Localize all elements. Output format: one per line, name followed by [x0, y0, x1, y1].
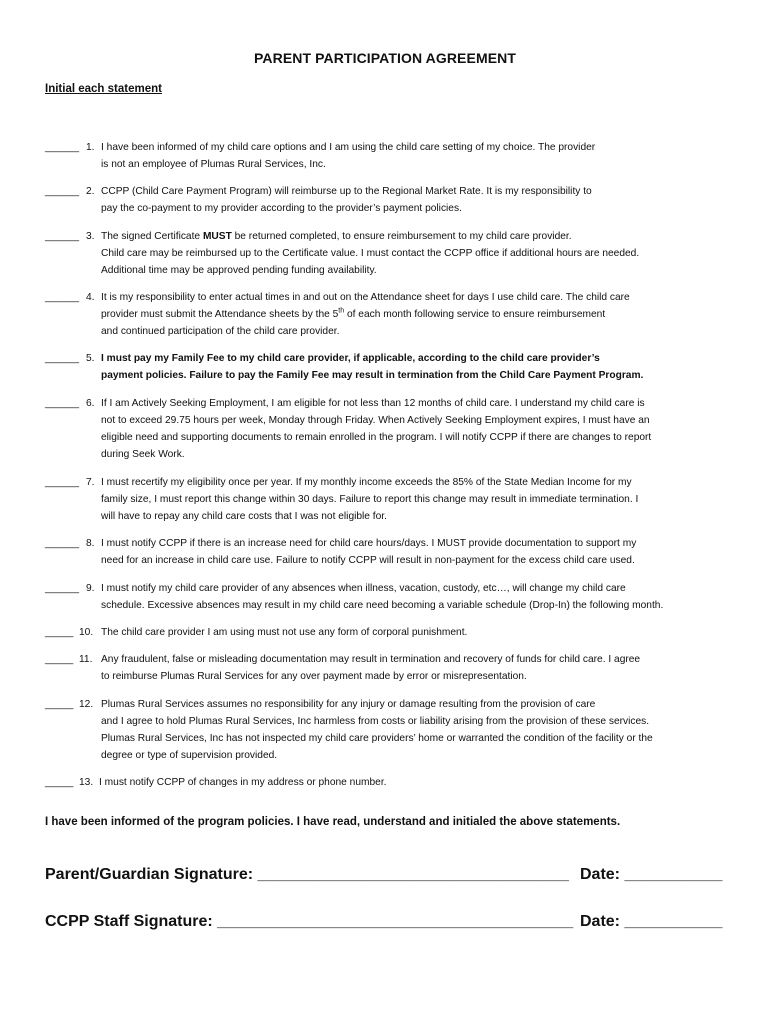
statement-number: 5. — [86, 353, 95, 364]
statement-line: need for an increase in child care use. Failure to notify CCPP will result in non-payment for the excess child care used. — [101, 555, 635, 566]
statement-number: 2. — [86, 186, 95, 197]
staff-signature-line[interactable]: CCPP Staff Signature: ________________________________________ — [45, 913, 574, 930]
statement-number: 8. — [86, 538, 95, 549]
statement-number: 10. — [79, 627, 94, 638]
statement-number: 7. — [86, 477, 95, 488]
statement-line: degree or type of supervision provided. — [101, 750, 278, 761]
statement-line: eligible need and supporting documents to remain enrolled in the program. I will notify CCPP if there are changes to report — [101, 432, 652, 443]
initial-blank-4[interactable]: ______ — [45, 292, 79, 303]
text-run: of each month following service to ensure reimbursement — [344, 309, 606, 320]
parent-date-line[interactable]: Date: ___________ — [580, 866, 723, 883]
statement-line: and I agree to hold Plumas Rural Services, Inc harmless from costs or liability arising from the provision of these services. — [101, 716, 650, 727]
statement-line: Additional time may be approved pending funding availability. — [101, 265, 377, 276]
staff-date-line[interactable]: Date: ___________ — [580, 913, 723, 930]
emphasis-must: MUST — [202, 231, 232, 242]
statement-number: 12. — [79, 699, 94, 710]
statement-line: I must pay my Family Fee to my child care provider, if applicable, according to the child care provider’s — [101, 353, 600, 364]
text-run: The signed Certificate — [101, 231, 203, 242]
statement-line: during Seek Work. — [101, 449, 185, 460]
initial-blank-1[interactable]: ______ — [45, 142, 79, 153]
initial-blank-11[interactable]: _____ — [45, 654, 74, 665]
initial-blank-13[interactable]: _____ — [45, 777, 74, 788]
statement-line: Any fraudulent, false or misleading documentation may result in termination and recovery of funds for child care. I agree — [101, 654, 641, 665]
initial-blank-6[interactable]: ______ — [45, 398, 79, 409]
statement-number: 1. — [86, 142, 95, 153]
acknowledgement-statement: I have been informed of the program policies. I have read, understand and initialed the above statements. — [45, 816, 621, 828]
statement-line: The child care provider I am using must not use any form of corporal punishment. — [101, 627, 468, 638]
statement-number: 9. — [86, 583, 95, 594]
statement-line: I must notify my child care provider of any absences when illness, vacation, custody, etc…, will change my child care — [101, 583, 626, 594]
statement-line: to reimburse Plumas Rural Services for any over payment made by error or misrepresentation. — [101, 671, 527, 682]
statement-line — [101, 306, 731, 323]
statement-line: pay the co-payment to my provider according to the provider’s payment policies. — [101, 203, 462, 214]
statement-line: Plumas Rural Services assumes no responsibility for any injury or damage resulting from the provision of care — [101, 699, 596, 710]
initial-blank-3[interactable]: ______ — [45, 231, 79, 242]
statement-line: Plumas Rural Services, Inc has not inspected my child care providers’ home or warranted the condition of the facility or the — [101, 733, 653, 744]
statement-line: I must notify CCPP if there is an increase need for child care hours/days. I MUST provide documentation to support my — [101, 538, 637, 549]
initial-blank-7[interactable]: ______ — [45, 477, 79, 488]
statement-line: not to exceed 29.75 hours per week, Monday through Friday. When Actively Seeking Employment expires, I must have an — [101, 415, 650, 426]
statement-line: Child care may be reimbursed up to the Certificate value. I must contact the CCPP office if additional hours are needed. — [101, 248, 640, 259]
statement-line: family size, I must report this change within 30 days. Failure to report this change may result in immediate termination. I — [101, 494, 639, 505]
statement-number: 13. — [79, 777, 94, 788]
statement-line: will have to repay any child care costs that I was not eligible for. — [101, 511, 387, 522]
statement-line: I must recertify my eligibility once per year. If my monthly income exceeds the 85% of the State Median Income for my — [101, 477, 632, 488]
statement-line: If I am Actively Seeking Employment, I am eligible for not less than 12 months of child care. I understand my child care is — [101, 398, 645, 409]
statement-line: is not an employee of Plumas Rural Services, Inc. — [101, 159, 326, 170]
statement-line: CCPP (Child Care Payment Program) will reimburse up to the Regional Market Rate. It is my responsibility to — [101, 186, 592, 197]
statement-number: 4. — [86, 292, 95, 303]
initial-blank-5[interactable]: ______ — [45, 353, 79, 364]
superscript: th — [338, 307, 345, 315]
initial-blank-12[interactable]: _____ — [45, 699, 74, 710]
initial-blank-9[interactable]: ______ — [45, 583, 79, 594]
statement-number: 3. — [86, 231, 95, 242]
page-title: PARENT PARTICIPATION AGREEMENT — [254, 50, 516, 66]
text-run: provider must submit the Attendance sheets by the 5 — [101, 309, 339, 320]
statement-line: payment policies. Failure to pay the Family Fee may result in termination from the Child Care Payment Program. — [101, 370, 644, 381]
statement-line — [101, 228, 731, 245]
statement-line: It is my responsibility to enter actual times in and out on the Attendance sheet for days I use child care. The child care — [101, 292, 630, 303]
initial-blank-2[interactable]: ______ — [45, 186, 79, 197]
parent-signature-line[interactable]: Parent/Guardian Signature: ___________________________________ — [45, 866, 569, 883]
statement-line: I have been informed of my child care options and I am using the child care setting of my choice. The provider — [101, 142, 596, 153]
statement-number: 6. — [86, 398, 95, 409]
instruction-subtitle: Initial each statement — [45, 83, 162, 95]
text-run: be returned completed, to ensure reimbursement to my child care provider. — [231, 231, 572, 242]
initial-blank-10[interactable]: _____ — [45, 627, 74, 638]
statement-number: 11. — [79, 654, 93, 665]
statement-line: I must notify CCPP of changes in my address or phone number. — [99, 777, 387, 788]
statement-line: schedule. Excessive absences may result in my child care need becoming a variable schedule (Drop-In) the following month. — [101, 600, 664, 611]
statement-line: and continued participation of the child care provider. — [101, 326, 340, 337]
initial-blank-8[interactable]: ______ — [45, 538, 79, 549]
